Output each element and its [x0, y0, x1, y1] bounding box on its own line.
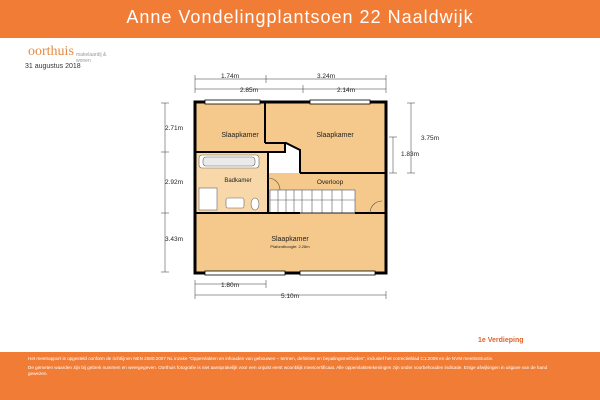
- room-label-slaapkamer-right: Slaapkamer: [316, 132, 354, 139]
- staircase: [270, 190, 355, 213]
- dim-left-2: 2.92m: [164, 179, 184, 186]
- dim-top-right: 3.24m: [316, 73, 336, 80]
- dim-left-1: 2.71m: [164, 125, 184, 132]
- logo-tagline: makelaardij & wonen: [76, 52, 107, 64]
- dim-left-3: 3.43m: [164, 236, 184, 243]
- room-label-badkamer: Badkamer: [224, 178, 252, 184]
- dim-top2-right: 2.14m: [336, 87, 356, 94]
- dim-right-inner: 1.83m: [400, 151, 420, 158]
- footer-paragraph-2: De gemeten waarden zijn bij gebrek nummen en weergegeven. Oorthuis fotografie is niet aansprakelijk voor een onjuist eerst woonblijk meetcertificaat. Alle oppervlaktetekeningen zijn onder voorbehouden indicatie. Enige afwijkingen in uitgave van de hand gewezen.: [28, 365, 548, 376]
- room-note-ceiling-height: Plafondhoogte: 2.28m: [270, 244, 310, 249]
- page-title: Anne Vondelingplantsoen 22 Naaldwijk: [126, 7, 474, 27]
- dim-right-outer: 3.75m: [420, 135, 440, 142]
- plan-date: 31 augustus 2018: [25, 63, 81, 70]
- dim-bottom-1: 1.80m: [220, 282, 240, 289]
- toilet-icon: [251, 198, 259, 210]
- dim-top2-left: 2.85m: [239, 87, 259, 94]
- room-label-overloop: Overloop: [316, 179, 344, 186]
- sink-icon: [226, 198, 244, 208]
- logo-name: oorthuis: [28, 44, 74, 59]
- footer-bar: [0, 352, 600, 400]
- dim-top-left: 1.74m: [220, 73, 240, 80]
- footer-disclaimer: [28, 356, 568, 380]
- footer-paragraph-1: Het meetrapport is opgesteld conform de richtlijnen NEN 2580:2007 NL inzake "Oppervlakten en inhouden van gebouwen – termen, definities en bepalingsmethoden", inclusief het correctieblad C1:2008 en de NVM meetinstructie.: [28, 356, 494, 361]
- room-label-slaapkamer-left: Slaapkamer: [221, 132, 259, 139]
- shower-icon: [199, 188, 217, 210]
- dim-bottom-2: 5.10m: [280, 293, 300, 300]
- room-label-slaapkamer-bottom: Slaapkamer: [271, 236, 309, 243]
- floor-label: 1e Verdieping: [478, 337, 524, 344]
